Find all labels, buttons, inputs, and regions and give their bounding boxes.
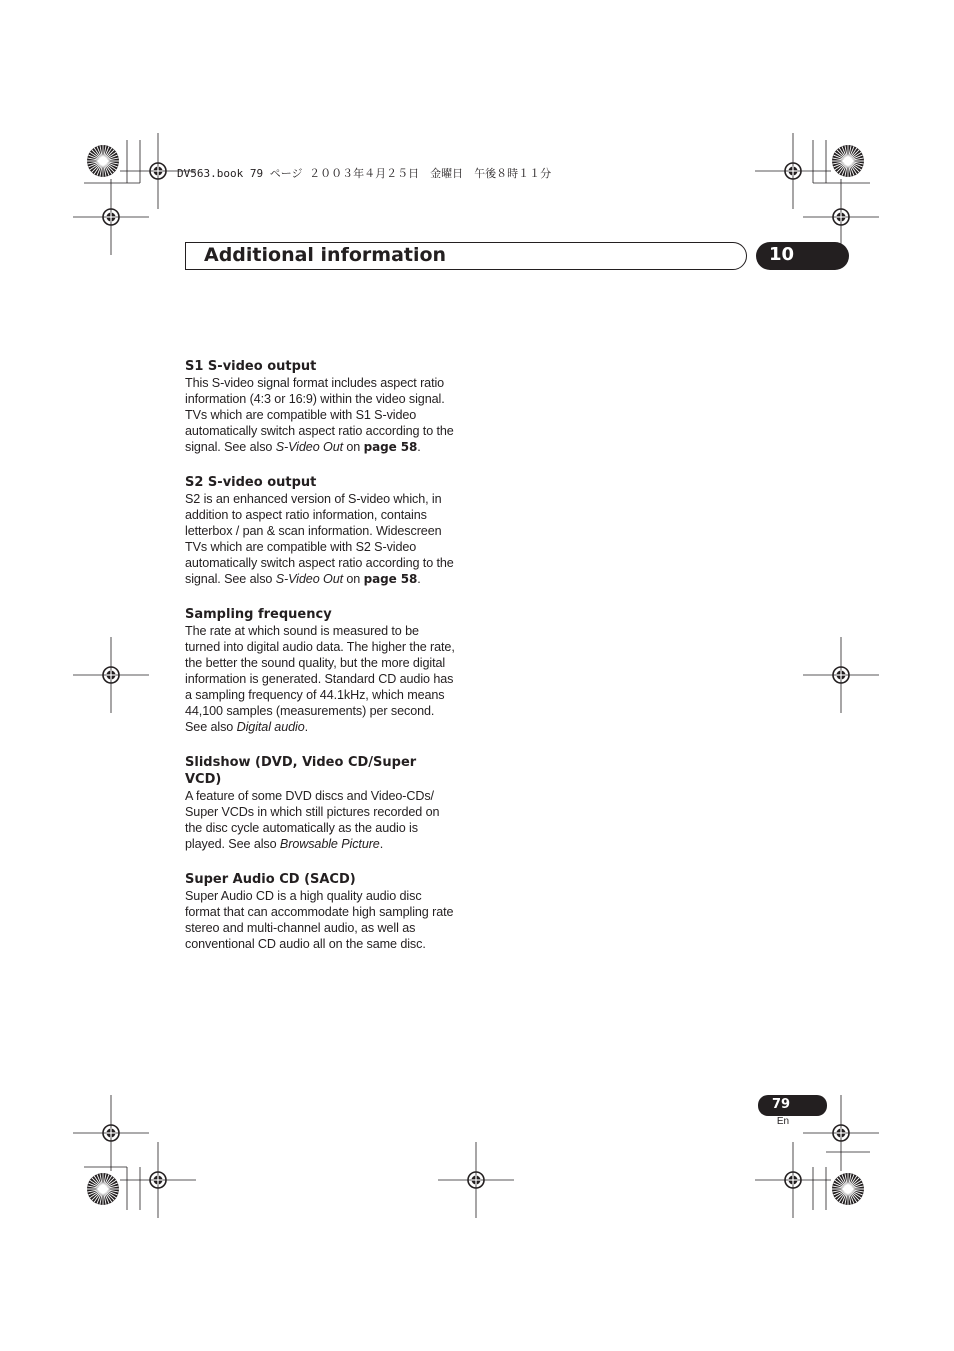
entry-text: Super Audio CD is a high quality audio disc format that can accommodate high sampling rate stereo and multi-channel audio, as well as conventional CD audio all on the same disc. [185, 889, 454, 951]
entry-text: A feature of some DVD discs and Video-CDs/ Super VCDs in which still pictures recorded on the disc cycle automatically as the audio is played. See also Browsable Picture. [185, 789, 440, 851]
page-number-badge [758, 1095, 827, 1116]
entry-text: S2 is an enhanced version of S-video which, in addition to aspect ratio information, contains letterbox / pan & scan information. Widescreen TVs which are compatible with S2 S-video automatically switch aspect ratio according to the signal. See also S-Video Out on page 58. [185, 492, 454, 586]
entry-title: Slidshow (DVD, Video CD/Super VCD) [185, 755, 417, 787]
chapter-tab [756, 242, 849, 270]
glossary-entry [185, 474, 457, 587]
glossary-entry [185, 754, 457, 852]
cross-reference: Browsable Picture [279, 837, 380, 851]
entry-text: The rate at which sound is measured to be turned into digital audio data. The higher the rate, the better the sound quality, but the more digital information is generated. Standard CD audio has a sampling frequency of 44.1kHz, which means 44,100 samples (measurements) per second. See also Digital audio. [185, 624, 455, 734]
section-header [185, 242, 747, 270]
chapter-number: 10 [769, 244, 795, 265]
entry-title: Sampling frequency [185, 607, 332, 622]
entry-text: This S-video signal format includes aspect ratio information (4:3 or 16:9) within the video signal. TVs which are compatible with S1 S-video automatically switch aspect ratio according to the signal. See also S-Video Out on page 58. [185, 376, 454, 454]
entry-title: S2 S-video output [185, 475, 317, 490]
page-reference: page 58 [363, 440, 418, 454]
page-language: En [776, 1116, 790, 1127]
entry-title: S1 S-video output [185, 359, 317, 374]
section-title: Additional information [204, 244, 447, 266]
page-reference: page 58 [363, 572, 418, 586]
print-info: DV563.book 79 ページ ２００３年４月２５日 金曜日 午後８時１１分 [177, 167, 552, 180]
cross-reference: Digital audio [236, 720, 305, 734]
entry-title: Super Audio CD (SACD) [185, 872, 356, 887]
glossary-list [185, 358, 457, 971]
glossary-entry [185, 606, 457, 735]
glossary-entry [185, 871, 457, 952]
page-number: 79 [771, 1097, 791, 1112]
cross-reference: S-Video Out [275, 572, 343, 586]
glossary-entry [185, 358, 457, 455]
cross-reference: S-Video Out [275, 440, 343, 454]
